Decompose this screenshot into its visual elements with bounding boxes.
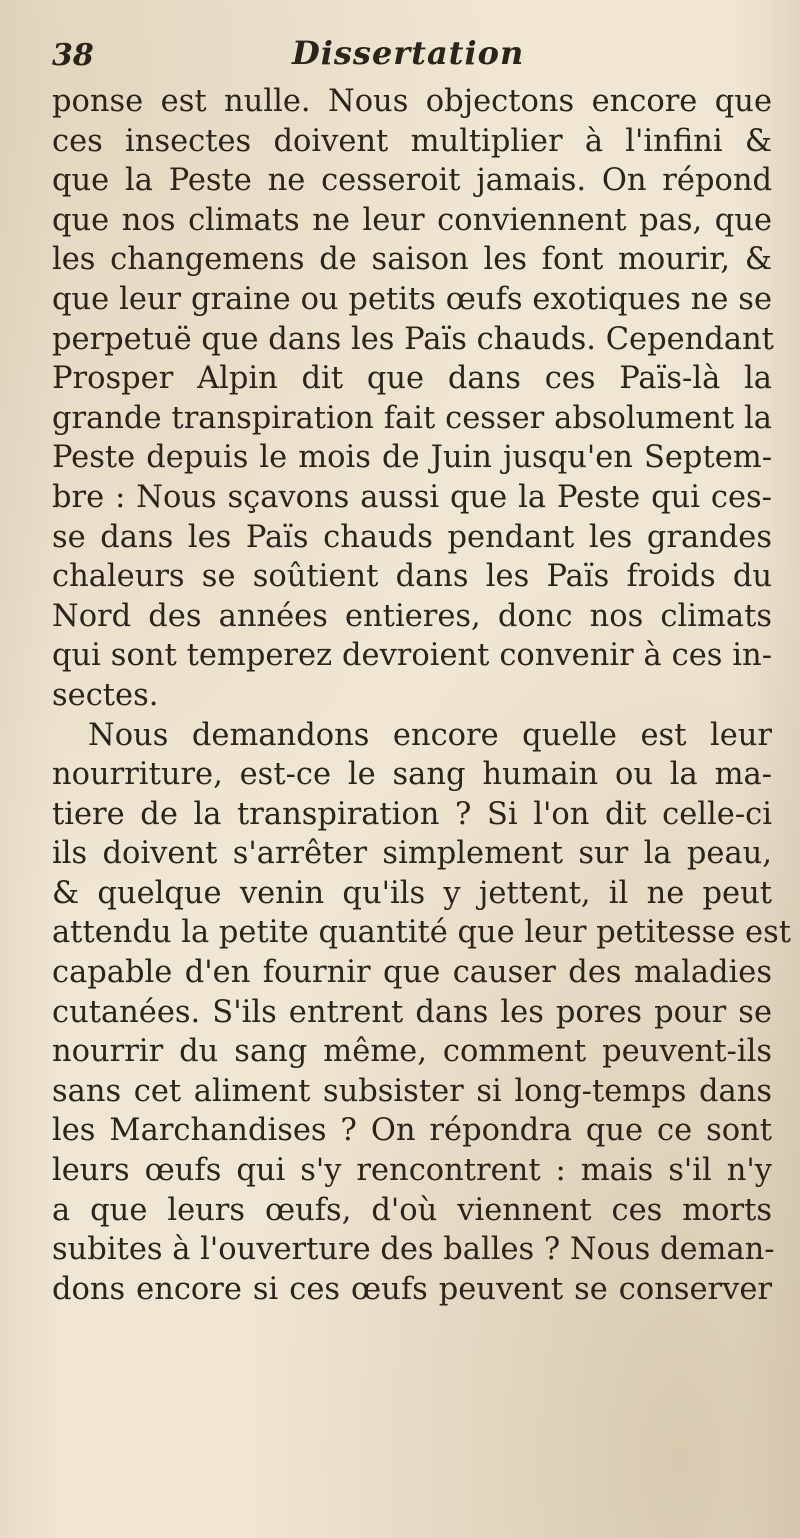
running-title: Dissertation xyxy=(292,34,525,72)
text-line: capable d'en fournir que causer des maladies xyxy=(52,955,772,991)
text-line: nourrir du sang même, comment peuvent-ils xyxy=(52,1034,772,1070)
text-line: cutanées. S'ils entrent dans les pores pour se xyxy=(52,994,772,1030)
text-line: Prosper Alpin dit que dans ces Païs-là la xyxy=(52,361,772,397)
text-line: se dans les Païs chauds pendant les grandes xyxy=(52,519,772,555)
text-line: attendu la petite quantité que leur petitesse est xyxy=(52,915,792,951)
text-line: perpetuë que dans les Païs chauds. Cependant xyxy=(52,321,774,357)
text-line: sectes. xyxy=(52,677,159,713)
text-line: qui sont temperez devroient convenir à ces in- xyxy=(52,638,772,674)
paragraph-2 xyxy=(52,716,792,1310)
text-line: grande transpiration fait cesser absolument la xyxy=(52,400,772,436)
text-line: leurs œufs qui s'y rencontrent : mais s'il n'y xyxy=(52,1153,772,1189)
text-line: bre : Nous sçavons aussi que la Peste qui ces- xyxy=(52,479,772,515)
text-line: tiere de la transpiration ? Si l'on dit celle-ci xyxy=(52,796,772,832)
text-line: que nos climats ne leur conviennent pas, que xyxy=(52,202,772,238)
text-line: chaleurs se soûtient dans les Païs froids du xyxy=(52,559,772,595)
body-text xyxy=(52,82,792,1309)
text-line: subites à l'ouverture des balles ? Nous deman- xyxy=(52,1232,775,1268)
page-header xyxy=(52,34,752,78)
text-line: ponse est nulle. Nous objectons encore que xyxy=(52,84,772,119)
text-line: Peste depuis le mois de Juin jusqu'en Septem- xyxy=(52,440,772,476)
text-line: ces insectes doivent multiplier à l'infini & xyxy=(52,123,772,159)
text-line: Nord des années entieres, donc nos climats xyxy=(52,598,772,634)
text-line: que leur graine ou petits œufs exotiques ne se xyxy=(52,281,772,317)
text-line: ils doivent s'arrêter simplement sur la peau, xyxy=(52,836,772,872)
text-line: les changemens de saison les font mourir, & xyxy=(52,242,772,278)
text-line: dons encore si ces œufs peuvent se conserver xyxy=(52,1271,772,1307)
text-line: sans cet aliment subsister si long-temps dans xyxy=(52,1073,772,1109)
paragraph-1 xyxy=(52,82,772,716)
text-line: a que leurs œufs, d'où viennent ces morts xyxy=(52,1192,772,1228)
text-line: les Marchandises ? On répondra que ce sont xyxy=(52,1113,772,1149)
text-line: Nous demandons encore quelle est leur xyxy=(88,717,772,753)
text-line: nourriture, est-ce le sang humain ou la ma- xyxy=(52,757,772,793)
page-number: 38 xyxy=(52,38,94,73)
text-line: & quelque venin qu'ils y jettent, il ne peut xyxy=(52,875,772,911)
text-line: que la Peste ne cesseroit jamais. On répond xyxy=(52,163,772,199)
